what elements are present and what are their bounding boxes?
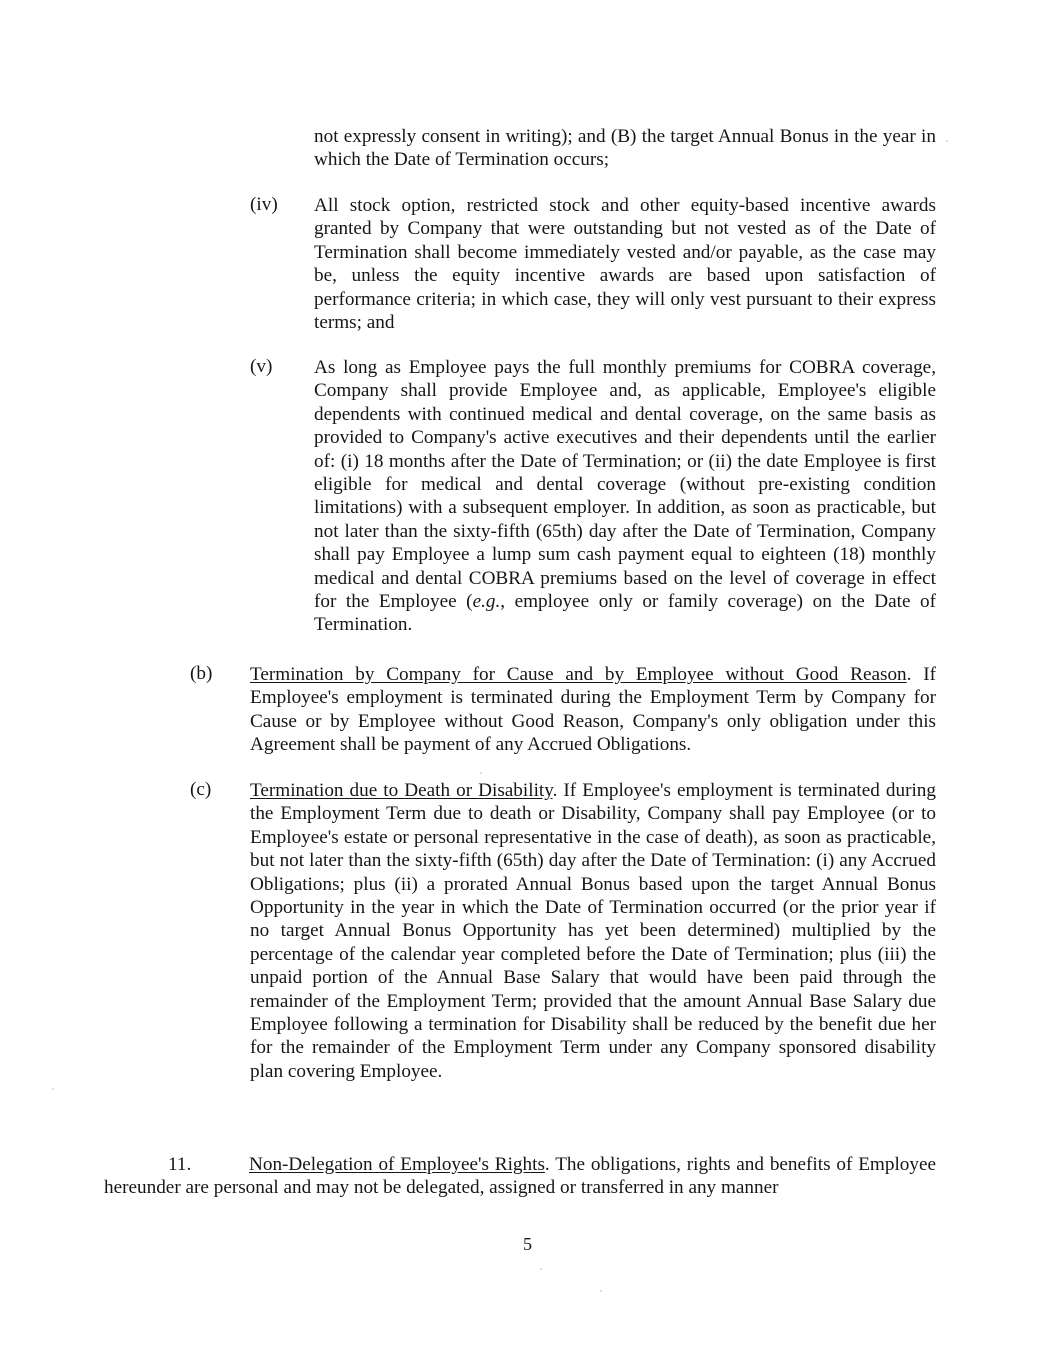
- item-c-text: . If Employee's employment is terminated during the Employment Term due to death or Disability, Company shall pay Employee (or to Employee's estate or personal representative in the case of death), as soon as practicable, but not later than the sixty-fifth (65th) day after the Date of Termination: (i) any Accrued Obligations; plus (ii) a prorated Annual Bonus based upon the target Annual Bonus Opportunity in the year in which the Date of Termination occurred (or the prior year if no target Annual Bonus Opportunity has yet been determined) multiplied by the percentage of the calendar year completed before the Date of Termination; plus (iii) the unpaid portion of the Annual Base Salary that would have been paid through the remainder of the Employment Term; provided that the amount Annual Base Salary due Employee following a termination for Disability shall be reduced by the benefit due her for the remainder of the Employment Term under any Company sponsored disability plan covering Employee.: [250, 780, 936, 1082]
- scan-speck: [540, 1268, 542, 1270]
- scan-speck: [52, 1088, 54, 1090]
- item-c-marker: (c): [190, 779, 212, 800]
- section-11-text: . The obligations, rights and benefits of Employee hereunder are personal and may not be delegated, assigned or transferred in any manner: [104, 1154, 936, 1199]
- item-b-heading: Termination by Company for Cause and by Employee without Good Reason: [250, 664, 907, 685]
- scan-speck: [946, 140, 948, 142]
- continuation-text: not expressly consent in writing); and (B) the target Annual Bonus in the year in which the Date of Termination occurs;: [314, 126, 936, 171]
- item-b-paragraph: [250, 663, 936, 757]
- item-iv-paragraph: [314, 194, 936, 334]
- page-number: 5: [523, 1234, 532, 1254]
- item-v-paragraph: [314, 356, 936, 637]
- item-v-marker: (v): [250, 356, 273, 377]
- section-11-paragraph: [104, 1153, 936, 1200]
- item-b-marker: (b): [190, 663, 213, 684]
- continuation-paragraph: [314, 125, 936, 172]
- item-b-text: . If Employee's employment is terminated during the Employment Term by Company for Cause or by Employee without Good Reason, Company's only obligation under this Agreement shall be payment of any Accrued Obligations.: [250, 664, 936, 756]
- item-iv-marker: (iv): [250, 194, 278, 215]
- item-c-paragraph: [250, 779, 936, 1083]
- scan-speck: [480, 772, 482, 774]
- item-iv-text: All stock option, restricted stock and other equity-based incentive awards granted by Company that were outstanding but not vested as of the Date of Termination shall become immediately vested and/or payable, as the case may be, unless the equity incentive awards are based upon satisfaction of performance criteria; in which case, they will only vest pursuant to their express terms; and: [314, 195, 936, 334]
- item-c-heading: Termination due to Death or Disability: [250, 780, 553, 801]
- scan-speck: [600, 1290, 602, 1292]
- item-v-text-a: As long as Employee pays the full monthly premiums for COBRA coverage, Company shall provide Employee and, as applicable, Employee's eligible dependents with continued medical and dental coverage, on the same basis as provided to Company's active executives and their dependents until the earlier of: (i) 18 months after the Date of Termination; or (ii) the date Employee is first eligible for medical and dental coverage (without pre-existing condition limitations) with a subsequent employer. In addition, as soon as practicable, but not later than the sixty-fifth (65th) day after the Date of Termination, Company shall pay Employee a lump sum cash payment equal to eighteen (18) monthly medical and dental COBRA premiums based on the level of coverage in effect for the Employee (: [314, 357, 936, 613]
- section-11-number: 11.: [168, 1154, 192, 1175]
- item-v-text-italic: e.g.: [472, 591, 501, 613]
- item-v-text-b: , employee only or family coverage) on the Date of Termination.: [314, 591, 936, 636]
- section-11-heading: Non-Delegation of Employee's Rights: [249, 1154, 545, 1175]
